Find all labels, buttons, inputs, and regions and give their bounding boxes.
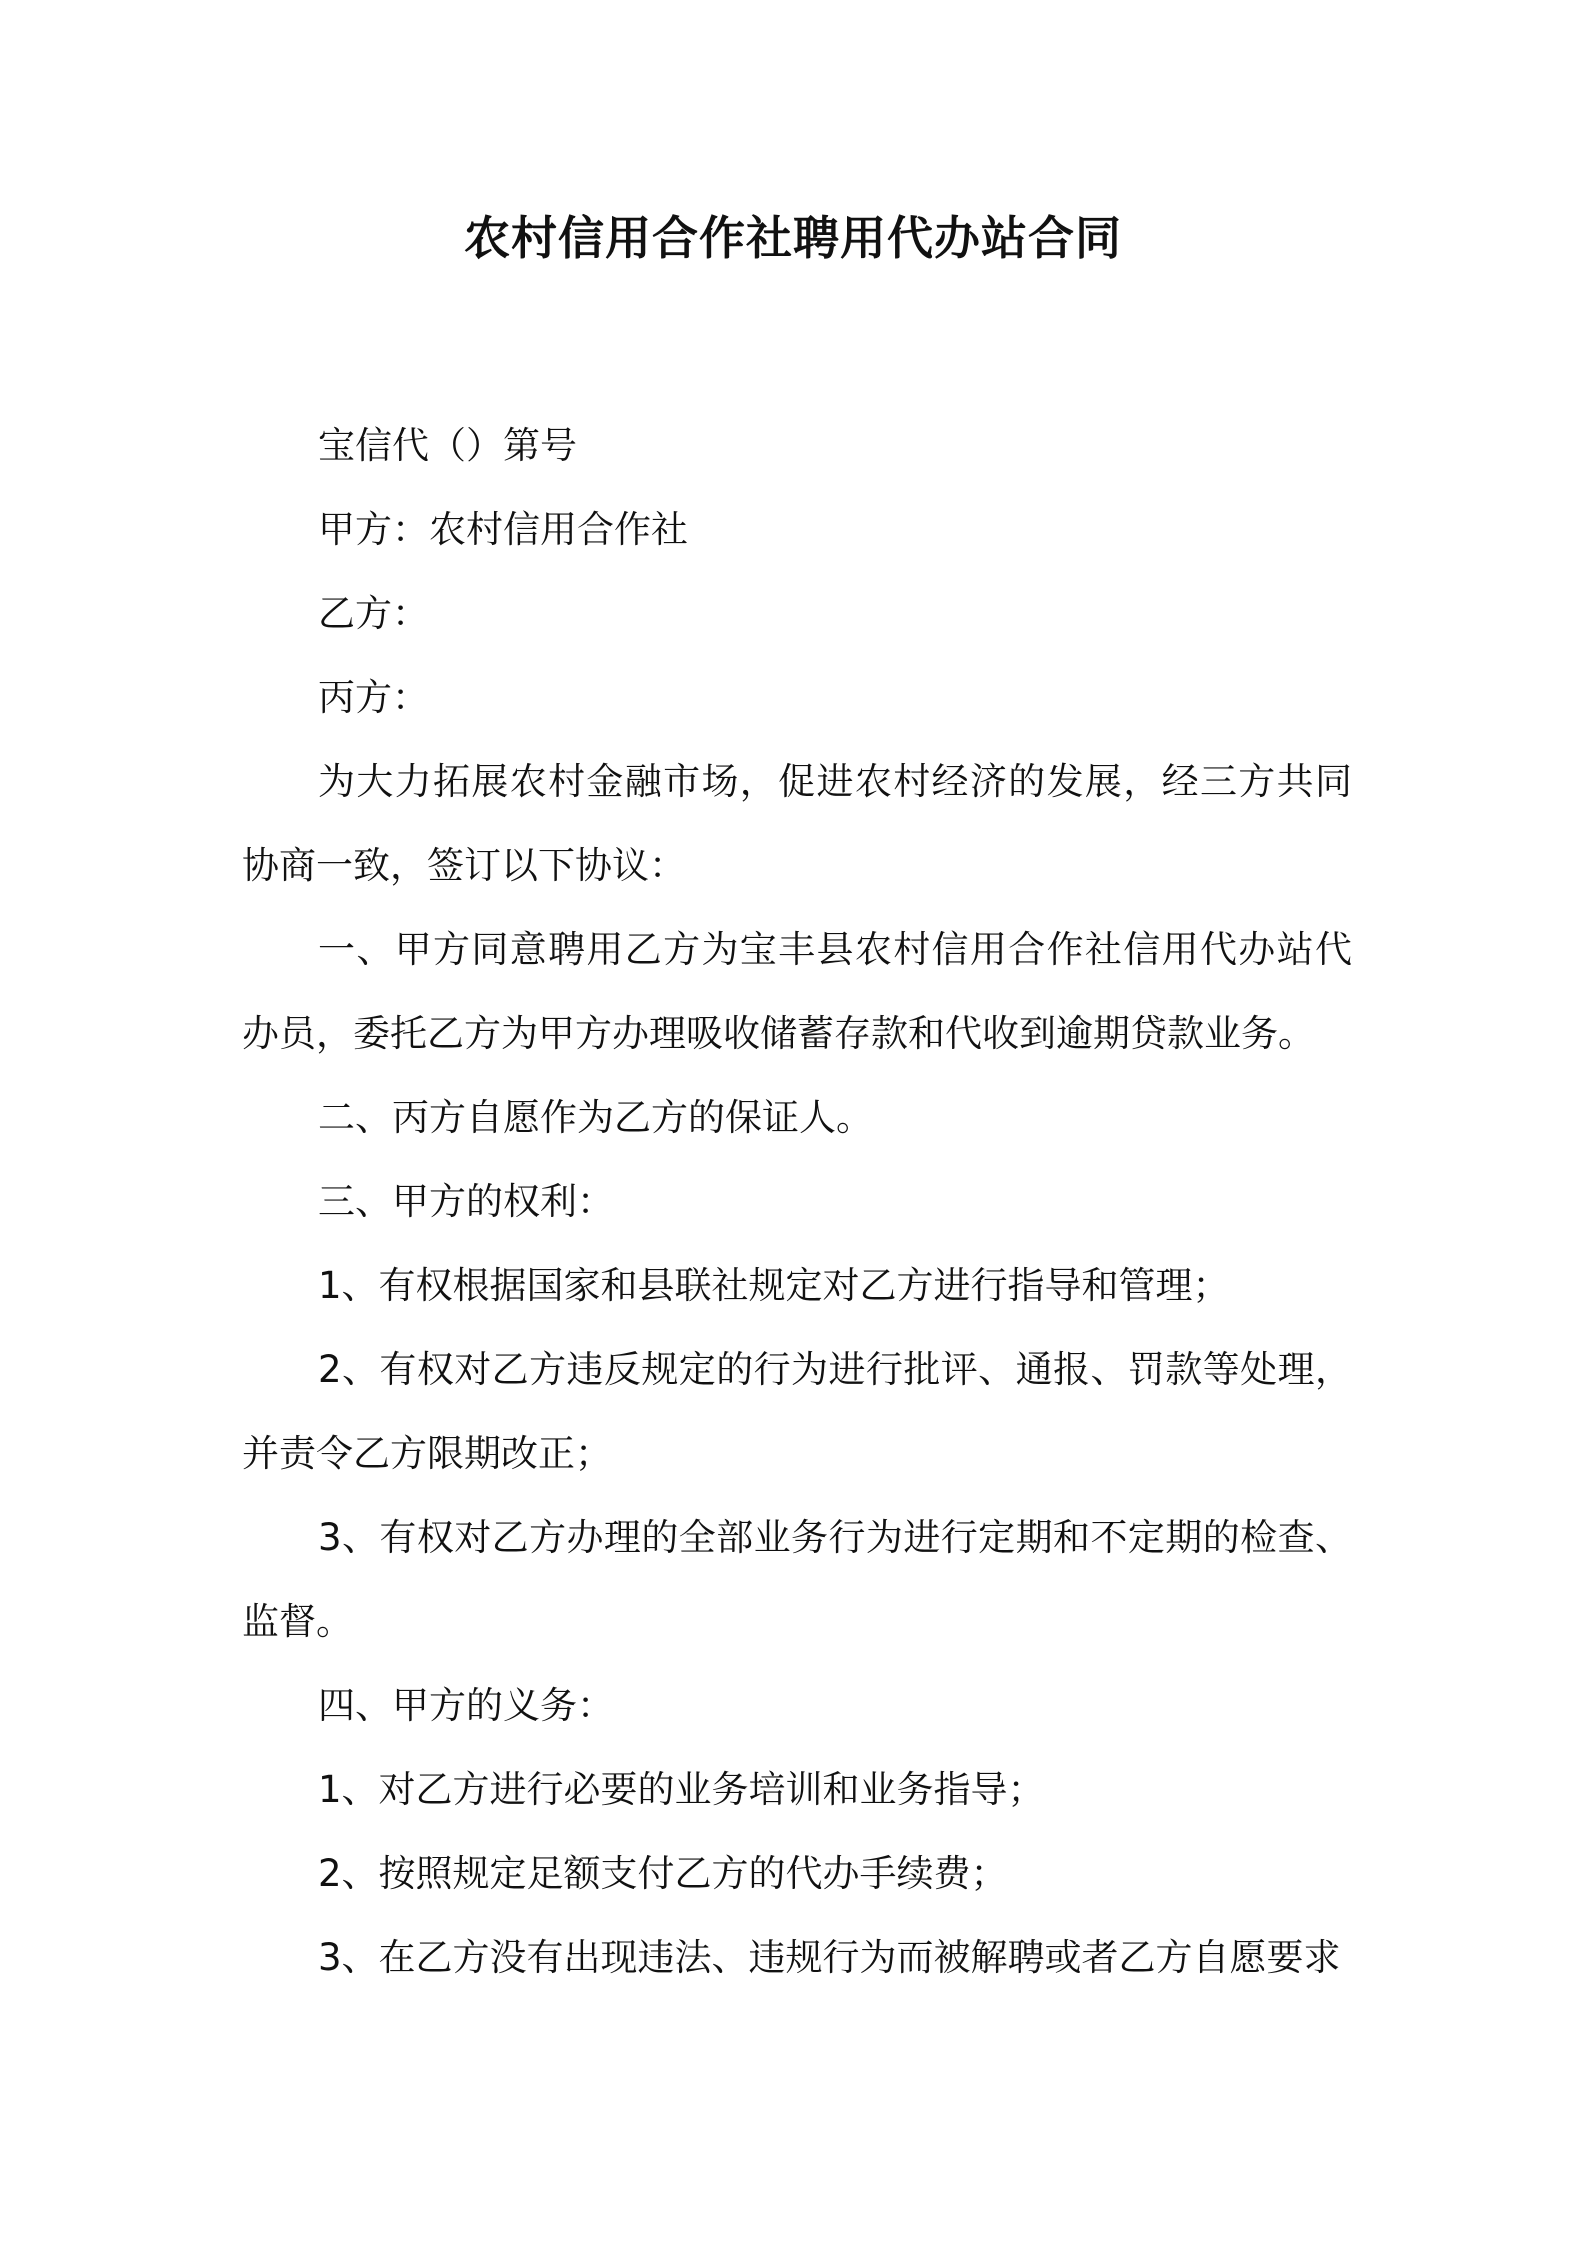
clause-1: 一、甲方同意聘用乙方为宝丰县农村信用合作社信用代办站代办员，委托乙方为甲方办理吸收储蓄存款和代收到逾期贷款业务。 — [242, 928, 1352, 1055]
party-c: 丙方： — [318, 676, 429, 719]
preamble-paragraph: 为大力拓展农村金融市场，促进农村经济的发展，经三方共同协商一致，签订以下协议： — [242, 760, 1352, 887]
clause-3-heading: 三、甲方的权利： — [318, 1180, 614, 1223]
clause-3-item-2: 2、有权对乙方违反规定的行为进行批评、通报、罚款等处理，并责令乙方限期改正； — [242, 1348, 1352, 1475]
clause-3-item-3: 3、有权对乙方办理的全部业务行为进行定期和不定期的检查、监督。 — [242, 1516, 1352, 1643]
document-title: 农村信用合作社聘用代办站合同 — [464, 211, 1122, 265]
clause-2: 二、丙方自愿作为乙方的保证人。 — [318, 1096, 873, 1139]
clause-4-item-3: 3、在乙方没有出现违法、违规行为而被解聘或者乙方自愿要求 — [318, 1936, 1341, 1979]
party-a: 甲方：农村信用合作社 — [318, 508, 688, 551]
clause-4-heading: 四、甲方的义务： — [318, 1684, 614, 1727]
clause-4-item-2: 2、按照规定足额支付乙方的代办手续费； — [318, 1852, 1008, 1895]
contract-number: 宝信代（）第号 — [318, 424, 577, 467]
clause-3-item-1: 1、有权根据国家和县联社规定对乙方进行指导和管理； — [318, 1264, 1230, 1307]
party-b: 乙方： — [318, 592, 429, 635]
document-body — [242, 404, 1352, 2000]
clause-4-item-1: 1、对乙方进行必要的业务培训和业务指导； — [318, 1768, 1045, 1811]
